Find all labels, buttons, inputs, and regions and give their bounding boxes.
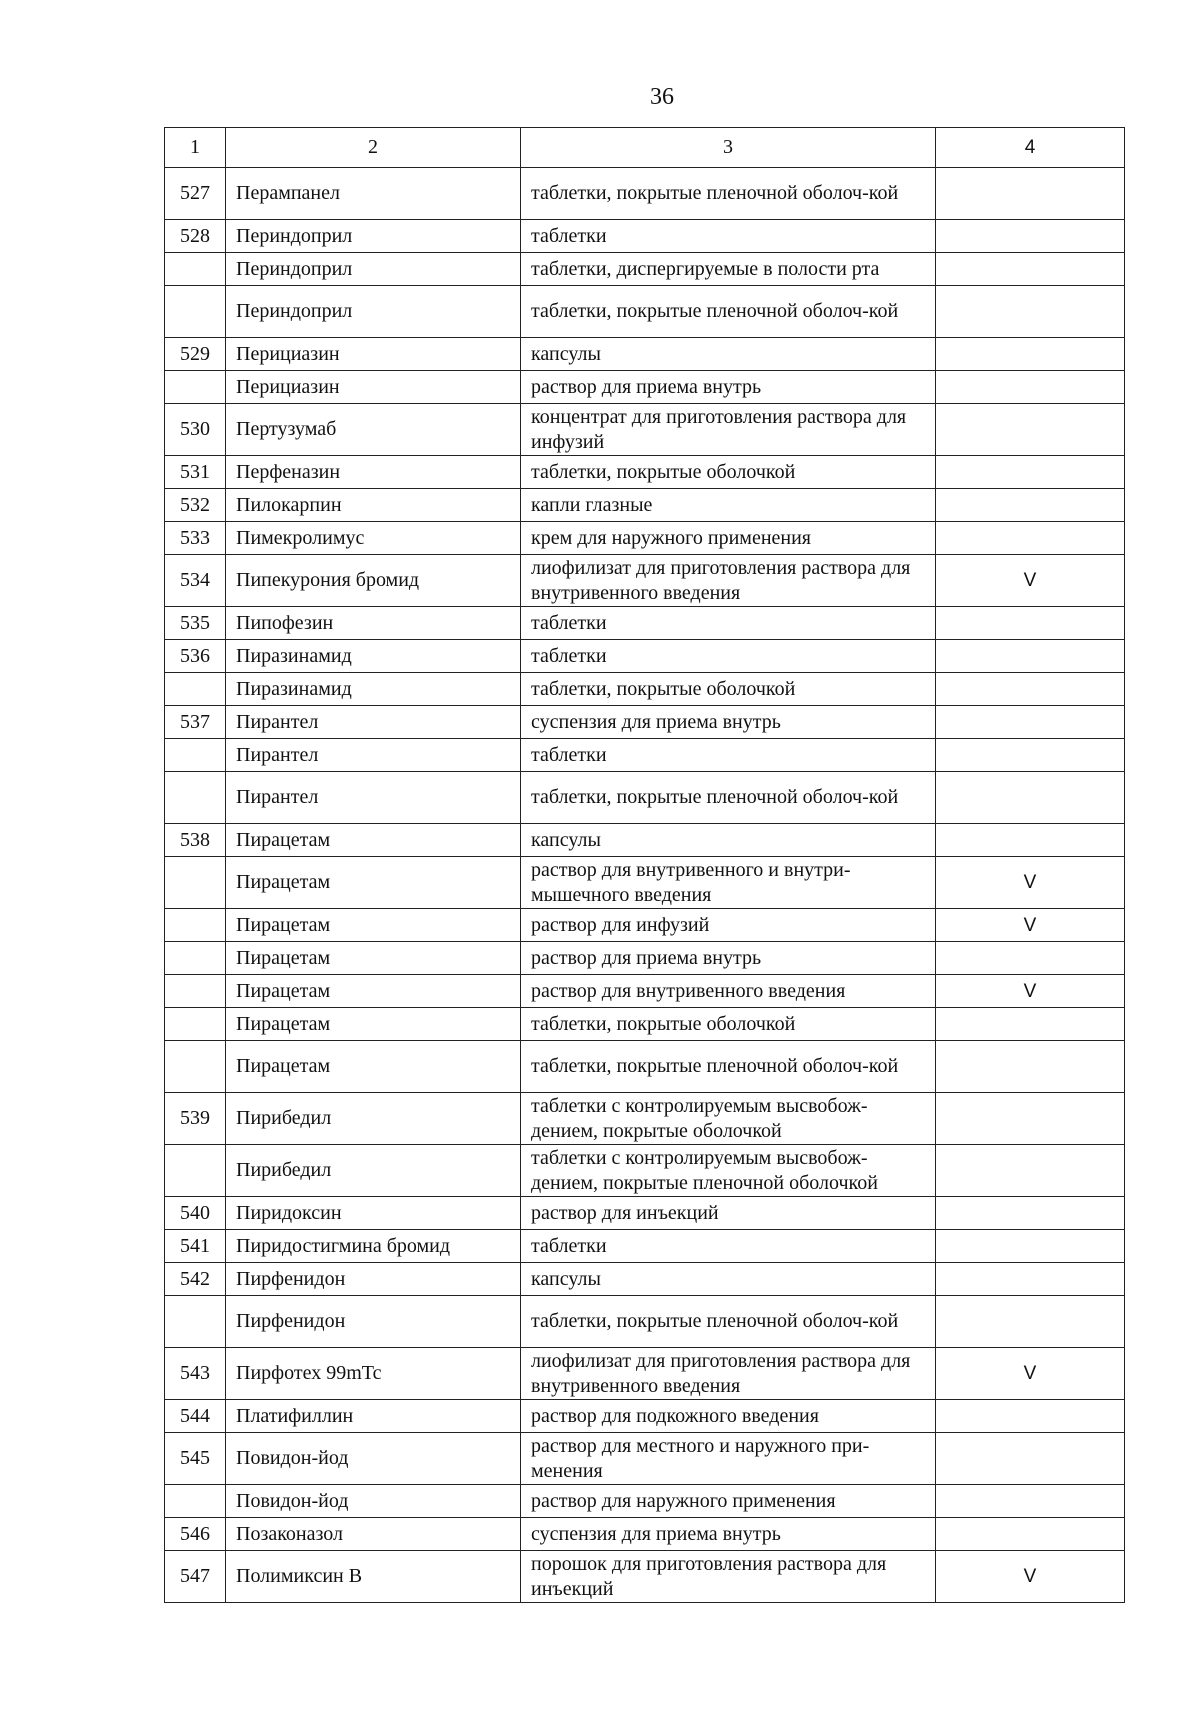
dosage-form-cell: раствор для местного и наружного при-менения <box>521 1433 936 1485</box>
dosage-form-cell: таблетки с контролируемым высвобож-дением, покрытые пленочной оболочкой <box>521 1145 936 1197</box>
flag-cell <box>936 1041 1125 1093</box>
row-number-cell: 540 <box>165 1197 226 1230</box>
flag-cell <box>936 1296 1125 1348</box>
row-number-cell: 537 <box>165 706 226 739</box>
table-row <box>165 522 1125 555</box>
drug-name-cell: Повидон-йод <box>226 1485 521 1518</box>
dosage-form-cell: таблетки, покрытые пленочной оболоч-кой <box>521 1296 936 1348</box>
drug-name-cell: Перициазин <box>226 371 521 404</box>
drug-name-cell: Повидон-йод <box>226 1433 521 1485</box>
drug-name-cell: Периндоприл <box>226 286 521 338</box>
dosage-form-cell: таблетки, покрытые оболочкой <box>521 673 936 706</box>
header-cell-1: 1 <box>165 128 226 168</box>
drug-name-cell: Пирацетам <box>226 975 521 1008</box>
row-number-cell: 528 <box>165 220 226 253</box>
drug-name-cell: Периндоприл <box>226 220 521 253</box>
flag-cell <box>936 253 1125 286</box>
row-number-cell: 535 <box>165 607 226 640</box>
dosage-form-cell: раствор для внутривенного и внутри-мышечного введения <box>521 857 936 909</box>
drug-name-cell: Перфеназин <box>226 456 521 489</box>
table-row <box>165 1485 1125 1518</box>
drug-name-cell: Пирацетам <box>226 857 521 909</box>
flag-cell <box>936 1263 1125 1296</box>
table-row <box>165 404 1125 456</box>
table-row <box>165 640 1125 673</box>
row-number-cell <box>165 1485 226 1518</box>
table-row <box>165 1400 1125 1433</box>
row-number-cell: 538 <box>165 824 226 857</box>
dosage-form-cell: таблетки, покрытые оболочкой <box>521 1008 936 1041</box>
row-number-cell <box>165 1296 226 1348</box>
dosage-form-cell: таблетки, покрытые пленочной оболоч-кой <box>521 772 936 824</box>
table-row <box>165 673 1125 706</box>
flag-cell: V <box>936 1348 1125 1400</box>
flag-cell <box>936 607 1125 640</box>
flag-cell <box>936 1145 1125 1197</box>
drug-name-cell: Пиридостигмина бромид <box>226 1230 521 1263</box>
row-number-cell: 547 <box>165 1551 226 1603</box>
drug-name-cell: Позаконазол <box>226 1518 521 1551</box>
drug-name-cell: Пирацетам <box>226 909 521 942</box>
header-cell-3: 3 <box>521 128 936 168</box>
row-number-cell <box>165 739 226 772</box>
dosage-form-cell: капсулы <box>521 1263 936 1296</box>
dosage-form-cell: лиофилизат для приготовления раствора для внутривенного введения <box>521 1348 936 1400</box>
table-row <box>165 1433 1125 1485</box>
table-row <box>165 824 1125 857</box>
drug-name-cell: Пиразинамид <box>226 673 521 706</box>
flag-cell <box>936 1485 1125 1518</box>
drug-name-cell: Пиразинамид <box>226 640 521 673</box>
dosage-form-cell: раствор для подкожного введения <box>521 1400 936 1433</box>
table-row <box>165 555 1125 607</box>
table-row <box>165 220 1125 253</box>
table-row <box>165 489 1125 522</box>
dosage-form-cell: раствор для инъекций <box>521 1197 936 1230</box>
row-number-cell: 530 <box>165 404 226 456</box>
flag-cell <box>936 168 1125 220</box>
row-number-cell <box>165 857 226 909</box>
flag-cell <box>936 1400 1125 1433</box>
row-number-cell <box>165 942 226 975</box>
header-cell-2: 2 <box>226 128 521 168</box>
flag-cell <box>936 706 1125 739</box>
row-number-cell <box>165 371 226 404</box>
drug-name-cell: Пирибедил <box>226 1093 521 1145</box>
drug-name-cell: Платифиллин <box>226 1400 521 1433</box>
flag-cell <box>936 1197 1125 1230</box>
flag-cell: V <box>936 1551 1125 1603</box>
dosage-form-cell: капсулы <box>521 338 936 371</box>
row-number-cell <box>165 772 226 824</box>
drug-name-cell: Пирацетам <box>226 824 521 857</box>
medication-table-body <box>165 128 1125 1603</box>
drug-name-cell: Периндоприл <box>226 253 521 286</box>
table-row <box>165 456 1125 489</box>
table-row <box>165 1197 1125 1230</box>
row-number-cell: 546 <box>165 1518 226 1551</box>
table-row <box>165 1230 1125 1263</box>
table-row <box>165 286 1125 338</box>
table-row <box>165 1008 1125 1041</box>
drug-name-cell: Перициазин <box>226 338 521 371</box>
drug-name-cell: Перампанел <box>226 168 521 220</box>
row-number-cell: 533 <box>165 522 226 555</box>
drug-name-cell: Пирацетам <box>226 1041 521 1093</box>
row-number-cell: 539 <box>165 1093 226 1145</box>
row-number-cell: 543 <box>165 1348 226 1400</box>
dosage-form-cell: порошок для приготовления раствора для инъекций <box>521 1551 936 1603</box>
dosage-form-cell: раствор для приема внутрь <box>521 942 936 975</box>
table-row <box>165 1348 1125 1400</box>
flag-cell <box>936 456 1125 489</box>
flag-cell <box>936 1093 1125 1145</box>
drug-name-cell: Пилокарпин <box>226 489 521 522</box>
table-row <box>165 371 1125 404</box>
drug-name-cell: Пирибедил <box>226 1145 521 1197</box>
table-header-row <box>165 128 1125 168</box>
table-row <box>165 857 1125 909</box>
flag-cell <box>936 338 1125 371</box>
dosage-form-cell: раствор для внутривенного введения <box>521 975 936 1008</box>
table-row <box>165 1518 1125 1551</box>
row-number-cell: 541 <box>165 1230 226 1263</box>
drug-name-cell: Пертузумаб <box>226 404 521 456</box>
flag-cell <box>936 942 1125 975</box>
dosage-form-cell: раствор для инфузий <box>521 909 936 942</box>
row-number-cell <box>165 1145 226 1197</box>
drug-name-cell: Полимиксин В <box>226 1551 521 1603</box>
row-number-cell: 534 <box>165 555 226 607</box>
dosage-form-cell: таблетки, покрытые пленочной оболоч-кой <box>521 168 936 220</box>
table-row <box>165 942 1125 975</box>
row-number-cell <box>165 286 226 338</box>
flag-cell <box>936 286 1125 338</box>
drug-name-cell: Пирантел <box>226 739 521 772</box>
table-row <box>165 168 1125 220</box>
table-row <box>165 975 1125 1008</box>
table-row <box>165 909 1125 942</box>
drug-name-cell: Пирантел <box>226 772 521 824</box>
drug-name-cell: Пиридоксин <box>226 1197 521 1230</box>
drug-name-cell: Пирфотех 99mTc <box>226 1348 521 1400</box>
row-number-cell: 542 <box>165 1263 226 1296</box>
dosage-form-cell: таблетки, диспергируемые в полости рта <box>521 253 936 286</box>
dosage-form-cell: таблетки, покрытые пленочной оболоч-кой <box>521 286 936 338</box>
row-number-cell <box>165 253 226 286</box>
drug-name-cell: Пирфенидон <box>226 1296 521 1348</box>
flag-cell: V <box>936 555 1125 607</box>
row-number-cell: 532 <box>165 489 226 522</box>
row-number-cell: 536 <box>165 640 226 673</box>
row-number-cell <box>165 909 226 942</box>
flag-cell <box>936 1230 1125 1263</box>
dosage-form-cell: раствор для наружного применения <box>521 1485 936 1518</box>
dosage-form-cell: концентрат для приготовления раствора для инфузий <box>521 404 936 456</box>
page-number: 36 <box>650 84 674 110</box>
dosage-form-cell: таблетки <box>521 607 936 640</box>
flag-cell <box>936 1433 1125 1485</box>
table-row <box>165 706 1125 739</box>
dosage-form-cell: раствор для приема внутрь <box>521 371 936 404</box>
drug-name-cell: Пипофезин <box>226 607 521 640</box>
drug-name-cell: Пимекролимус <box>226 522 521 555</box>
dosage-form-cell: таблетки <box>521 640 936 673</box>
table-row <box>165 607 1125 640</box>
drug-name-cell: Пирфенидон <box>226 1263 521 1296</box>
medication-table <box>164 127 1125 1603</box>
flag-cell: V <box>936 857 1125 909</box>
flag-cell <box>936 1008 1125 1041</box>
flag-cell <box>936 220 1125 253</box>
table-row <box>165 1093 1125 1145</box>
row-number-cell: 545 <box>165 1433 226 1485</box>
dosage-form-cell: капли глазные <box>521 489 936 522</box>
flag-cell <box>936 640 1125 673</box>
table-row <box>165 1145 1125 1197</box>
table-row <box>165 253 1125 286</box>
table-row <box>165 338 1125 371</box>
row-number-cell: 531 <box>165 456 226 489</box>
drug-name-cell: Пирацетам <box>226 942 521 975</box>
flag-cell <box>936 1518 1125 1551</box>
row-number-cell: 527 <box>165 168 226 220</box>
row-number-cell <box>165 1008 226 1041</box>
table-row <box>165 1551 1125 1603</box>
header-cell-4: 4 <box>936 128 1125 168</box>
row-number-cell <box>165 975 226 1008</box>
flag-cell <box>936 404 1125 456</box>
dosage-form-cell: таблетки с контролируемым высвобож-дением, покрытые оболочкой <box>521 1093 936 1145</box>
flag-cell <box>936 739 1125 772</box>
table-row <box>165 1263 1125 1296</box>
dosage-form-cell: суспензия для приема внутрь <box>521 706 936 739</box>
dosage-form-cell: таблетки <box>521 220 936 253</box>
flag-cell: V <box>936 975 1125 1008</box>
flag-cell <box>936 772 1125 824</box>
table-row <box>165 772 1125 824</box>
row-number-cell <box>165 1041 226 1093</box>
table-row <box>165 739 1125 772</box>
flag-cell <box>936 489 1125 522</box>
flag-cell <box>936 673 1125 706</box>
table-row <box>165 1041 1125 1093</box>
row-number-cell <box>165 673 226 706</box>
row-number-cell: 529 <box>165 338 226 371</box>
drug-name-cell: Пипекурония бромид <box>226 555 521 607</box>
flag-cell <box>936 522 1125 555</box>
dosage-form-cell: суспензия для приема внутрь <box>521 1518 936 1551</box>
dosage-form-cell: таблетки, покрытые пленочной оболоч-кой <box>521 1041 936 1093</box>
flag-cell <box>936 824 1125 857</box>
dosage-form-cell: таблетки <box>521 739 936 772</box>
flag-cell <box>936 371 1125 404</box>
dosage-form-cell: лиофилизат для приготовления раствора для внутривенного введения <box>521 555 936 607</box>
dosage-form-cell: таблетки, покрытые оболочкой <box>521 456 936 489</box>
dosage-form-cell: таблетки <box>521 1230 936 1263</box>
flag-cell: V <box>936 909 1125 942</box>
row-number-cell: 544 <box>165 1400 226 1433</box>
table-row <box>165 1296 1125 1348</box>
dosage-form-cell: капсулы <box>521 824 936 857</box>
dosage-form-cell: крем для наружного применения <box>521 522 936 555</box>
drug-name-cell: Пирацетам <box>226 1008 521 1041</box>
drug-name-cell: Пирантел <box>226 706 521 739</box>
